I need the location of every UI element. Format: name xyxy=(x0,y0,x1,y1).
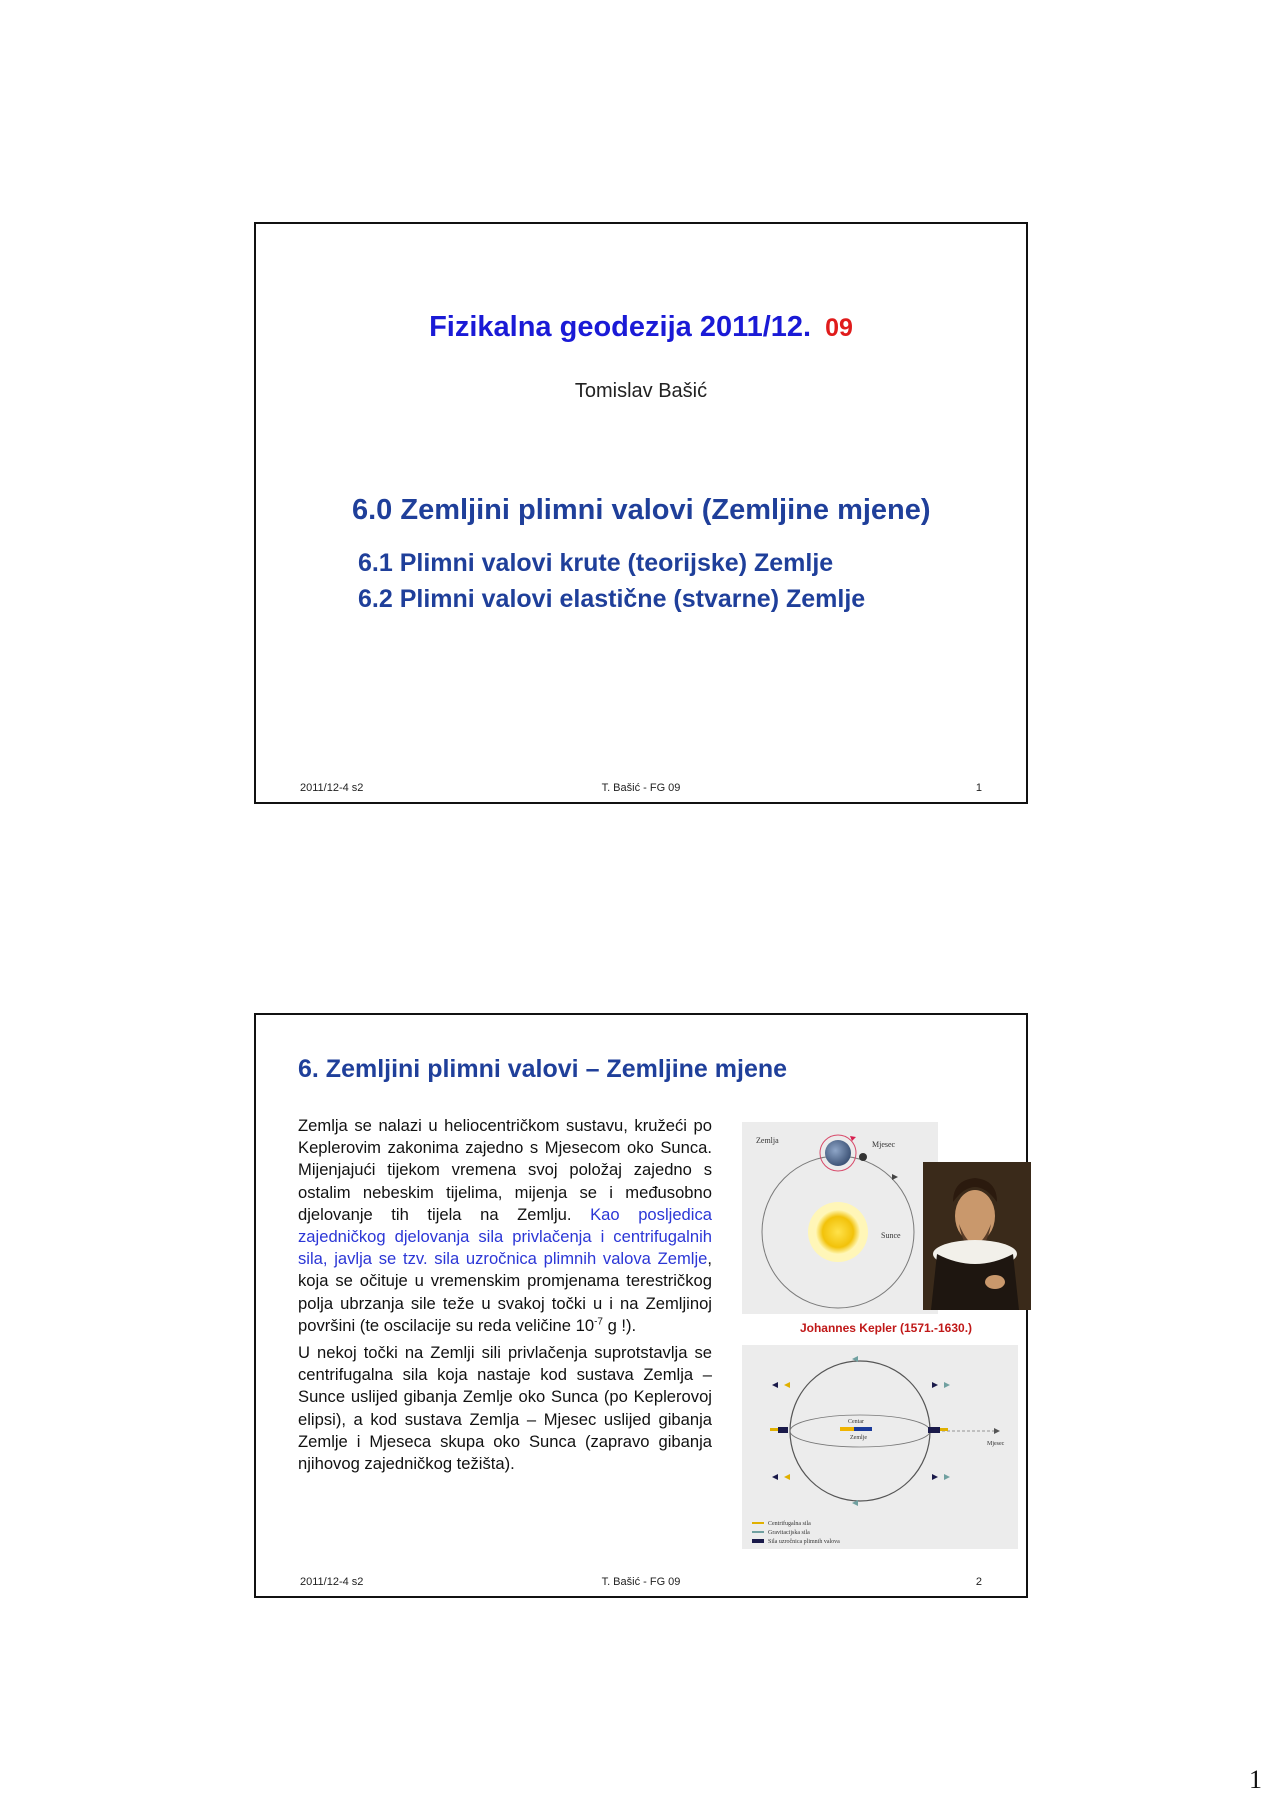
course-title: Fizikalna geodezija 2011/12. xyxy=(429,311,812,343)
slide-1 xyxy=(254,222,1028,804)
portrait-caption: Johannes Kepler (1571.-1630.) xyxy=(799,1321,973,1335)
footer-date: 2011/12-4 s2 xyxy=(300,1576,364,1588)
orbit-diagram xyxy=(742,1122,938,1314)
moon xyxy=(859,1153,867,1161)
arrow-marker-icon xyxy=(772,1382,778,1388)
slide-1-title xyxy=(256,311,1026,344)
slide-2 xyxy=(254,1013,1028,1598)
subheading-6-1: 6.1 Plimni valovi krute (teorijske) Zemlje xyxy=(358,549,834,577)
kepler-portrait xyxy=(923,1162,1031,1310)
cf-arrow-left xyxy=(770,1428,778,1431)
center-yellow-arrow xyxy=(840,1427,854,1431)
footer-slide-number: 2 xyxy=(975,1576,982,1588)
arrow-marker-icon xyxy=(932,1474,938,1480)
label-center: Centar xyxy=(848,1419,864,1425)
highlighted-text: Kao posljedica zajedničkog djelovanja sila privlačenja i centrifugalnih sila, javlja se tzv. sila uzročnica plimnih valova Zemlje xyxy=(298,1204,713,1269)
paragraph-2: U nekoj točki na Zemlji sili privlačenja suprotstavlja se centrifugalna sila koja nastaje kod sustava Zemlja – Sunce uslijed gibanja Zemlje oko Sunca (po Keplerovoj elipsi), a kod sustava Zemlja – Mjesec uslijed gibanja Zemlje i Mjeseca skupa oko Sunca (zapravo gibanja njihovog zajedničkog težišta). xyxy=(298,1343,712,1474)
center-blue-arrow xyxy=(854,1427,872,1431)
subheading-6-2: 6.2 Plimni valovi elastične (stvarne) Zemlje xyxy=(358,585,866,613)
arrow-marker-icon xyxy=(944,1382,950,1388)
earth xyxy=(825,1140,851,1166)
page-number: 1 xyxy=(1249,1765,1262,1794)
sun xyxy=(816,1210,860,1254)
footer-date: 2011/12-4 s2 xyxy=(300,782,364,794)
legend-tidal: Sila uzročnica plimnih valova xyxy=(768,1539,840,1545)
arrow-marker-icon xyxy=(944,1474,950,1480)
legend-centrifugal: Centrifugalna sila xyxy=(768,1521,811,1527)
arrow-marker-icon xyxy=(784,1382,790,1388)
legend-swatch-tidal xyxy=(752,1539,764,1543)
exponent: -7 xyxy=(594,1316,603,1328)
footer-author: T. Bašić - FG 09 xyxy=(601,1576,681,1588)
chapter-heading: 6.0 Zemljini plimni valovi (Zemljine mjene) xyxy=(352,494,931,526)
paragraph-1-text: Zemlja se nalazi u heliocentričkom sustavu, kružeći po Keplerovim zakonima zajedno s Mjesecom oko Sunca. Mijenjajući tijekom vremena svoj položaj zajedno s ostalim nebeskim tijelima, mijenja se i međusobno djelovanje tih tijela na Zemlju. xyxy=(298,1116,712,1224)
slide-2-title: 6. Zemljini plimni valovi – Zemljine mjene xyxy=(298,1055,788,1083)
tidal-force-diagram xyxy=(742,1345,1018,1549)
author: Tomislav Bašić xyxy=(574,380,708,402)
arrow-marker-icon xyxy=(932,1382,938,1388)
label-sun: Sunce xyxy=(881,1231,901,1240)
paragraph-1 xyxy=(298,1115,712,1337)
label-moon-direction: Mjesec xyxy=(987,1441,1005,1447)
moon-direction-arrow-icon xyxy=(994,1428,1000,1434)
footer-slide-number: 1 xyxy=(975,782,982,794)
cf-arrow-right xyxy=(940,1428,948,1431)
paragraph-1-text-end: g !). xyxy=(602,1315,637,1335)
lecture-number: 09 xyxy=(825,314,853,342)
paragraph-1-text-cont: , koja se očituje u vremenskim promjenama terestričkog polja ubrzanja sile teže u svakoj točki u i na Zemljinoj površini (te oscilacije su reda veličine 10 xyxy=(298,1249,712,1335)
label-earth-center: Zemlje xyxy=(850,1435,867,1441)
footer-author: T. Bašić - FG 09 xyxy=(601,782,681,794)
legend-gravitational: Gravitacijska sila xyxy=(768,1530,810,1536)
label-earth: Zemlja xyxy=(756,1136,779,1145)
force-arrow-right xyxy=(928,1427,940,1433)
force-arrow-left xyxy=(778,1427,788,1433)
arrow-marker-icon xyxy=(772,1474,778,1480)
earth-orbit-arrow-icon xyxy=(892,1174,898,1180)
label-moon: Mjesec xyxy=(872,1140,896,1149)
arrow-marker-icon xyxy=(784,1474,790,1480)
legend-swatch-gravitational xyxy=(752,1531,764,1533)
legend-swatch-centrifugal xyxy=(752,1522,764,1524)
slide-2-body xyxy=(298,1115,712,1480)
